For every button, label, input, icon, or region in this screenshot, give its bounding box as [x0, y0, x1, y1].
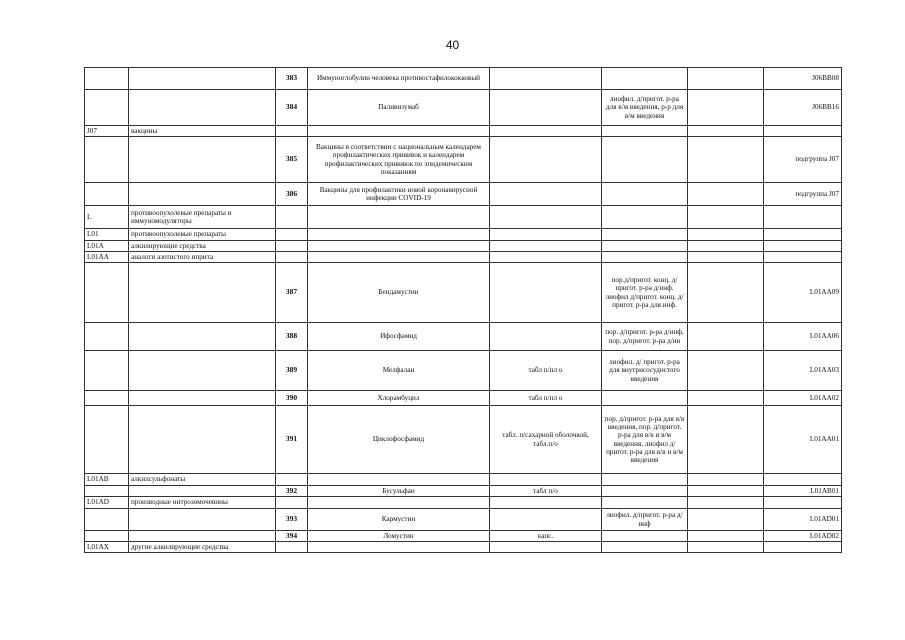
cell-code: L	[85, 206, 129, 229]
cell-extra	[688, 391, 764, 406]
cell-name: производные нитрозомочевины	[129, 497, 276, 509]
cell-name: противоопухолевые препараты	[129, 229, 276, 241]
cell-num	[276, 474, 308, 486]
cell-drug	[308, 497, 490, 509]
cell-extra	[688, 406, 764, 474]
cell-atc: L01AB01	[764, 486, 842, 497]
table-row	[85, 531, 842, 542]
cell-code: L01AA	[85, 252, 129, 263]
cell-extra	[688, 497, 764, 509]
cell-drug: Иммуноглобулин человека противостафилококковый	[308, 68, 490, 90]
cell-name	[129, 323, 276, 351]
cell-form2	[602, 391, 688, 406]
cell-form	[490, 229, 602, 241]
cell-num	[276, 229, 308, 241]
cell-num: 394	[276, 531, 308, 542]
cell-name	[129, 406, 276, 474]
cell-drug: Вакцины в соответствии с национальным календарем профилактических прививок и календарем профилактических прививок по эпидемическим показаниям	[308, 137, 490, 183]
cell-form2	[602, 229, 688, 241]
cell-extra	[688, 252, 764, 263]
cell-form: капс.	[490, 531, 602, 542]
cell-drug: Кармустин	[308, 509, 490, 531]
table-row	[85, 263, 842, 323]
cell-form	[490, 323, 602, 351]
cell-code	[85, 137, 129, 183]
cell-extra	[688, 68, 764, 90]
cell-num	[276, 126, 308, 137]
cell-atc	[764, 206, 842, 229]
cell-form2	[602, 137, 688, 183]
cell-atc: L01AD02	[764, 531, 842, 542]
cell-drug	[308, 252, 490, 263]
cell-num: 391	[276, 406, 308, 474]
cell-drug: Вакцины для профилактики новой коронавирусной инфекции COVID-19	[308, 183, 490, 206]
cell-atc: подгруппа J07	[764, 137, 842, 183]
cell-form	[490, 137, 602, 183]
cell-form	[490, 183, 602, 206]
table-row	[85, 406, 842, 474]
cell-atc: L01AA03	[764, 351, 842, 391]
cell-form: табл п/пл о	[490, 391, 602, 406]
table-row	[85, 68, 842, 90]
cell-code	[85, 391, 129, 406]
cell-atc: L01AD01	[764, 509, 842, 531]
cell-atc: L01AA06	[764, 323, 842, 351]
cell-atc	[764, 252, 842, 263]
table-row	[85, 497, 842, 509]
cell-drug	[308, 474, 490, 486]
table-row	[85, 90, 842, 126]
cell-form	[490, 90, 602, 126]
table-row	[85, 351, 842, 391]
cell-code	[85, 486, 129, 497]
cell-extra	[688, 206, 764, 229]
cell-form2	[602, 531, 688, 542]
cell-atc	[764, 497, 842, 509]
table-row	[85, 323, 842, 351]
cell-name	[129, 509, 276, 531]
cell-name	[129, 351, 276, 391]
cell-form2	[602, 497, 688, 509]
cell-atc: L01AA02	[764, 391, 842, 406]
cell-code	[85, 68, 129, 90]
cell-atc: L01AA09	[764, 263, 842, 323]
cell-code: L01AB	[85, 474, 129, 486]
cell-drug: Бусульфан	[308, 486, 490, 497]
cell-extra	[688, 486, 764, 497]
cell-num: 384	[276, 90, 308, 126]
cell-form2	[602, 241, 688, 252]
cell-num	[276, 206, 308, 229]
cell-form	[490, 263, 602, 323]
table-row	[85, 206, 842, 229]
cell-name: другие алкилирующие средства	[129, 542, 276, 553]
cell-code: L01AD	[85, 497, 129, 509]
table-row	[85, 126, 842, 137]
page-number: 40	[445, 38, 460, 52]
cell-form	[490, 206, 602, 229]
cell-name	[129, 391, 276, 406]
cell-num	[276, 497, 308, 509]
cell-form	[490, 509, 602, 531]
cell-drug	[308, 542, 490, 553]
cell-form2	[602, 68, 688, 90]
cell-drug	[308, 206, 490, 229]
cell-num: 383	[276, 68, 308, 90]
cell-form2: пор. д/пригот. р-ра для в/в введения, пор. д/пригот. р-ра для в/в и в/м введения, лиофил д/пригот. р-ра для в/в и в/м введения	[602, 406, 688, 474]
table-row	[85, 229, 842, 241]
table-body	[85, 68, 842, 553]
table-row	[85, 509, 842, 531]
table-row	[85, 252, 842, 263]
cell-drug: Ифосфамид	[308, 323, 490, 351]
table-row	[85, 137, 842, 183]
cell-atc: J06BB16	[764, 90, 842, 126]
cell-code	[85, 406, 129, 474]
cell-name	[129, 263, 276, 323]
cell-code: J07	[85, 126, 129, 137]
cell-extra	[688, 323, 764, 351]
cell-extra	[688, 474, 764, 486]
cell-form	[490, 542, 602, 553]
cell-form	[490, 474, 602, 486]
cell-drug	[308, 229, 490, 241]
cell-num: 386	[276, 183, 308, 206]
cell-form	[490, 68, 602, 90]
cell-name: алкилирующие средства	[129, 241, 276, 252]
cell-form2	[602, 206, 688, 229]
cell-num: 390	[276, 391, 308, 406]
cell-code	[85, 263, 129, 323]
cell-code	[85, 90, 129, 126]
table-row	[85, 486, 842, 497]
cell-num: 392	[276, 486, 308, 497]
cell-name	[129, 90, 276, 126]
cell-form	[490, 126, 602, 137]
cell-form	[490, 252, 602, 263]
cell-extra	[688, 229, 764, 241]
cell-name	[129, 531, 276, 542]
cell-code: L01A	[85, 241, 129, 252]
cell-code: L01AX	[85, 542, 129, 553]
cell-atc	[764, 241, 842, 252]
cell-name: аналоги азотистого иприта	[129, 252, 276, 263]
cell-extra	[688, 531, 764, 542]
cell-name	[129, 137, 276, 183]
cell-extra	[688, 263, 764, 323]
table-row	[85, 183, 842, 206]
cell-form	[490, 241, 602, 252]
cell-form2	[602, 486, 688, 497]
table-row	[85, 391, 842, 406]
cell-atc	[764, 474, 842, 486]
cell-num: 388	[276, 323, 308, 351]
cell-code	[85, 509, 129, 531]
cell-drug: Циклофосфамид	[308, 406, 490, 474]
cell-form2: лиофил. д/пригот. р-ра для в/м введения, р-р для в/м введения	[602, 90, 688, 126]
cell-code	[85, 323, 129, 351]
cell-drug: Бендамустин	[308, 263, 490, 323]
cell-code	[85, 351, 129, 391]
cell-name: алкилсульфонаты	[129, 474, 276, 486]
cell-form: табл. п/сахарной оболочкой, табл.п/о	[490, 406, 602, 474]
cell-num	[276, 252, 308, 263]
cell-num	[276, 542, 308, 553]
cell-name: противоопухолевые препараты и иммуномодуляторы	[129, 206, 276, 229]
cell-form2: пор.д/пригот. конц. д/пригот. р-ра д/инф. лиофил д/пригот. конц. д/пригот. р-ра для инф.	[602, 263, 688, 323]
cell-num: 389	[276, 351, 308, 391]
cell-drug	[308, 126, 490, 137]
cell-form	[490, 497, 602, 509]
cell-code	[85, 531, 129, 542]
cell-name	[129, 183, 276, 206]
cell-extra	[688, 90, 764, 126]
cell-form2: лиофил. д/ пригот. р-ра для внутрисосудистого введения	[602, 351, 688, 391]
cell-name	[129, 486, 276, 497]
cell-form2	[602, 542, 688, 553]
cell-code: L01	[85, 229, 129, 241]
cell-form2	[602, 474, 688, 486]
cell-atc	[764, 542, 842, 553]
cell-drug	[308, 241, 490, 252]
cell-atc: подгруппа J07	[764, 183, 842, 206]
cell-form2: лиофил. д/пригот. р-ра д/инф	[602, 509, 688, 531]
cell-extra	[688, 351, 764, 391]
cell-atc	[764, 126, 842, 137]
cell-form2	[602, 252, 688, 263]
cell-atc: J06BB08	[764, 68, 842, 90]
cell-extra	[688, 126, 764, 137]
cell-form2	[602, 126, 688, 137]
cell-form: табл п/пл о	[490, 351, 602, 391]
cell-extra	[688, 542, 764, 553]
cell-code	[85, 183, 129, 206]
cell-num	[276, 241, 308, 252]
cell-form2	[602, 183, 688, 206]
drug-table	[84, 67, 842, 553]
cell-form: табл п/о	[490, 486, 602, 497]
cell-atc: L01AA01	[764, 406, 842, 474]
cell-num: 393	[276, 509, 308, 531]
cell-drug: Паливизумаб	[308, 90, 490, 126]
cell-drug: Хлорамбуцил	[308, 391, 490, 406]
cell-name: вакцины	[129, 126, 276, 137]
cell-num: 385	[276, 137, 308, 183]
table-row	[85, 474, 842, 486]
cell-name	[129, 68, 276, 90]
cell-atc	[764, 229, 842, 241]
cell-extra	[688, 509, 764, 531]
table-row	[85, 241, 842, 252]
cell-drug: Мелфалан	[308, 351, 490, 391]
cell-form2: пор. д/пригот. р-ра д/инф, пор. д/пригот. р-ра д/ин	[602, 323, 688, 351]
cell-extra	[688, 137, 764, 183]
cell-drug: Ломустин	[308, 531, 490, 542]
cell-extra	[688, 183, 764, 206]
cell-num: 387	[276, 263, 308, 323]
table-row	[85, 542, 842, 553]
cell-extra	[688, 241, 764, 252]
